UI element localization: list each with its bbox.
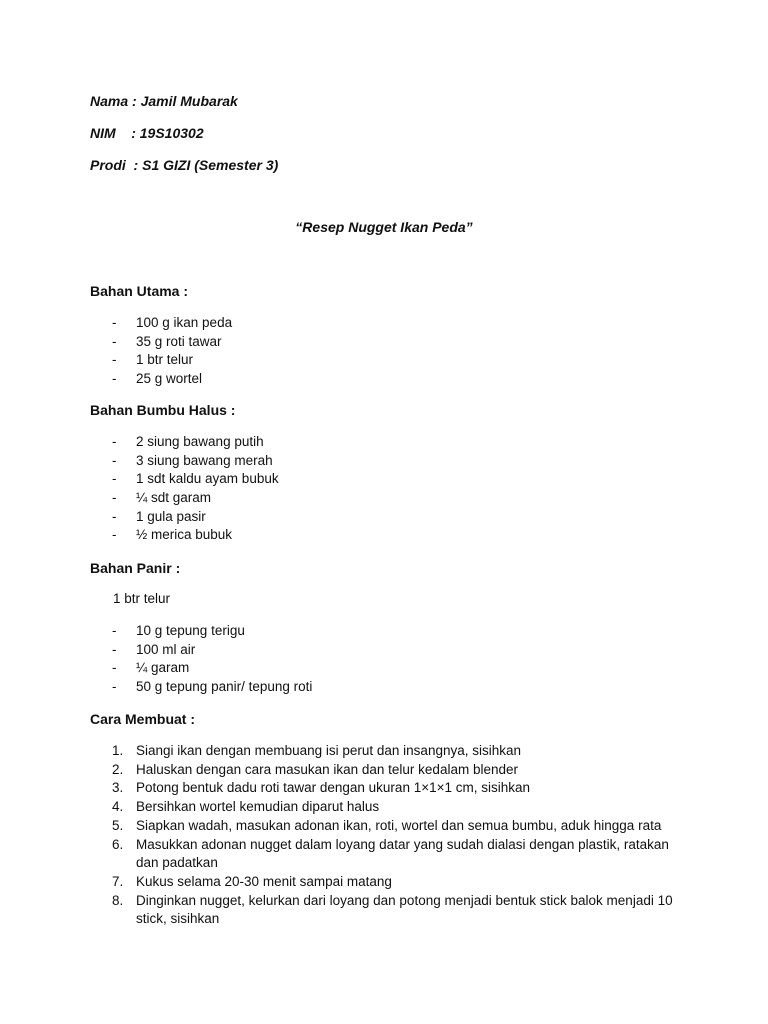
section-heading-bahan-panir: Bahan Panir :	[90, 560, 181, 576]
section-heading-bahan-utama: Bahan Utama :	[90, 283, 189, 299]
list-item: 5. Siapkan wadah, masukan adonan ikan, roti, wortel dan semua bumbu, aduk hingga rata	[112, 817, 662, 833]
panir-plain-line: 1 btr telur	[113, 591, 171, 606]
dash-bullet: -	[112, 333, 117, 349]
dash-bullet: -	[112, 527, 117, 543]
section-heading-bumbu-halus: Bahan Bumbu Halus :	[90, 402, 236, 418]
dash-bullet: -	[112, 352, 117, 368]
section-heading-cara-membuat: Cara Membuat :	[90, 711, 196, 727]
student-prodi: Prodi : S1 GIZI (Semester 3)	[90, 157, 279, 173]
dash-bullet: -	[112, 434, 117, 449]
document-page: Nama : Jamil Mubarak NIM : 19S10302 Prodi : S1 GIZI (Semester 3) “Resep Nugget Ikan Peda” Bahan Utama : - 100 g ikan peda - 35 g roti tawar - 1 btr telur - 25 g wortel Bahan Bumbu Halus : - 2 siung bawang putih - 3 siung bawang merah - 1 sdt kaldu ayam bubuk - ¼ sdt garam - 1 gula pasir - ½ merica bubuk Bahan Panir : 1 btr telur - 10 g tepung terigu - 100 ml air - ¼ garam - 50 g tepung panir/ tepung roti Cara Membuat : 1. Siangi ikan dengan membuang isi perut dan insangnya, sisihkan 2. Haluskan dengan cara masukan ikan dan telur kedalam blender 3. Potong bentuk dadu roti tawar dengan ukuran 1×1×1 cm, sisihkan 4. Bersihkan wortel kemudian diparut halus 5. Siapkan wadah, masukan adonan ikan, roti, wortel dan semua bumbu, aduk hingga rata 6. Masukkan adonan nugget dalam loyang datar yang sudah dialasi dengan plastik, ratakan dan padatkan 7. Kukus selama 20-30 menit sampai matang 8. Dinginkan nugget, kelurkan dari loyang dan potong menjadi bentuk stick balok menjadi 10 stick, sisihkan	[0, 0, 768, 1024]
student-nim: NIM : 19S10302	[90, 125, 204, 141]
dash-bullet: -	[112, 471, 117, 487]
dash-bullet: -	[112, 315, 117, 330]
recipe-title: “Resep Nugget Ikan Peda”	[295, 219, 473, 235]
list-item: 2. Haluskan dengan cara masukan ikan dan telur kedalam blender	[112, 761, 518, 777]
dash-bullet: -	[112, 452, 117, 468]
list-item: 4. Bersihkan wortel kemudian diparut halus	[112, 799, 380, 815]
dash-bullet: -	[112, 508, 117, 524]
dash-bullet: -	[112, 623, 117, 638]
list-item: 3. Potong bentuk dadu roti tawar dengan ukuran 1×1×1 cm, sisihkan	[112, 780, 531, 796]
student-name: Nama : Jamil Mubarak	[90, 93, 238, 109]
dash-bullet: -	[112, 660, 117, 676]
dash-bullet: -	[112, 490, 117, 506]
dash-bullet: -	[112, 371, 117, 387]
dash-bullet: -	[112, 641, 117, 657]
list-item: 1. Siangi ikan dengan membuang isi perut dan insangnya, sisihkan	[112, 743, 522, 758]
dash-bullet: -	[112, 679, 117, 695]
cara-membuat-list	[90, 742, 690, 929]
list-item: 7. Kukus selama 20-30 menit sampai matang	[112, 873, 392, 889]
list-item: 6. Masukkan adonan nugget dalam loyang datar yang sudah dialasi dengan plastik, ratakan dan padatkan	[112, 836, 669, 871]
list-item: 8. Dinginkan nugget, kelurkan dari loyang dan potong menjadi bentuk stick balok menjadi 10 stick, sisihkan	[112, 892, 673, 927]
